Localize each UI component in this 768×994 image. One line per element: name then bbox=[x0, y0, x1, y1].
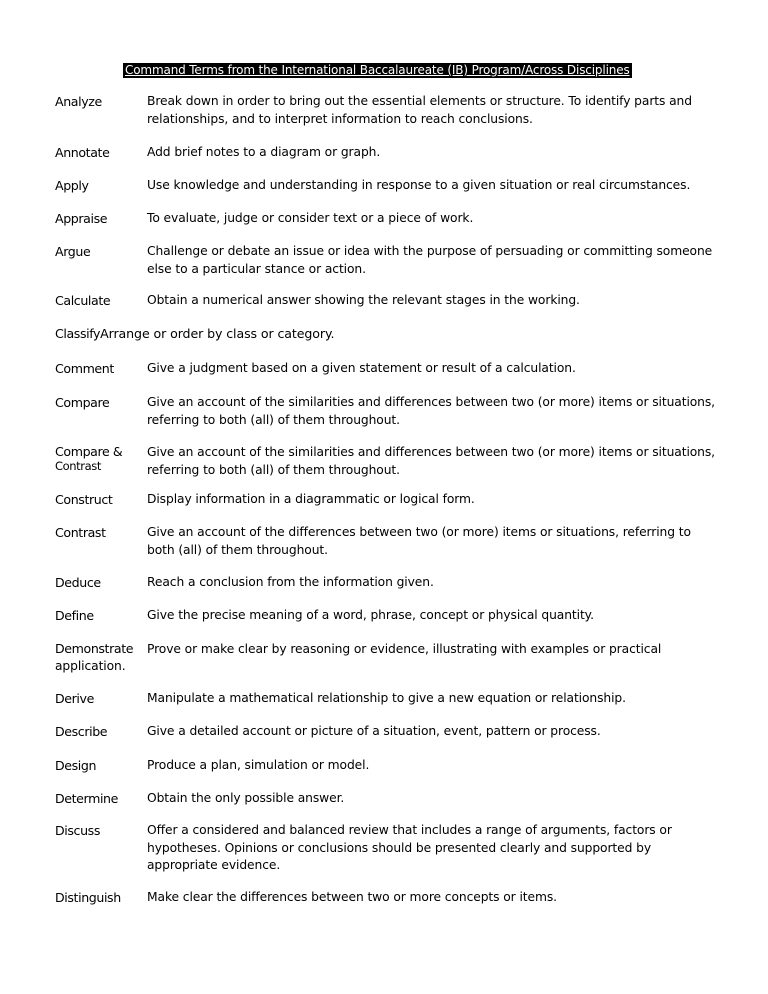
term-argue: Argue bbox=[55, 244, 91, 259]
term-appraise: Appraise bbox=[55, 211, 108, 226]
term-describe: Describe bbox=[55, 724, 108, 739]
definition-deduce: Reach a conclusion from the information given. bbox=[147, 575, 434, 589]
term-classify: Classify bbox=[55, 326, 101, 341]
term-deduce: Deduce bbox=[55, 575, 101, 590]
definition-determine: Obtain the only possible answer. bbox=[147, 791, 345, 805]
term-construct: Construct bbox=[55, 492, 113, 507]
term-analyze: Analyze bbox=[55, 94, 102, 109]
term-compare-contrast bbox=[55, 445, 122, 473]
definition-construct: Display information in a diagrammatic or logical form. bbox=[147, 492, 475, 506]
term-discuss: Discuss bbox=[55, 823, 100, 838]
definition-argue: Challenge or debate an issue or idea with the purpose of persuading or committing someone else to a particular stance or action. bbox=[147, 244, 713, 276]
term-annotate: Annotate bbox=[55, 145, 110, 160]
term-calculate: Calculate bbox=[55, 293, 111, 308]
term-compare-contrast-line2: Contrast bbox=[55, 459, 101, 473]
definition-demonstrate-continued: application. bbox=[55, 659, 126, 673]
term-design: Design bbox=[55, 758, 97, 773]
term-determine: Determine bbox=[55, 791, 118, 806]
definition-calculate: Obtain a numerical answer showing the relevant stages in the working. bbox=[147, 293, 580, 307]
term-demonstrate: Demonstrate bbox=[55, 641, 134, 656]
definition-annotate: Add brief notes to a diagram or graph. bbox=[147, 145, 381, 159]
definition-discuss: Offer a considered and balanced review that includes a range of arguments, factors or hypotheses. Opinions or conclusions should be presented clearly and supported by appropriate evidence. bbox=[147, 823, 672, 872]
page-title: Command Terms from the International Baccalaureate (IB) Program/Across Disciplines bbox=[125, 63, 630, 77]
definition-derive: Manipulate a mathematical relationship to give a new equation or relationship. bbox=[147, 691, 626, 705]
term-define: Define bbox=[55, 608, 94, 623]
term-compare-contrast-line1: Compare & bbox=[55, 444, 123, 459]
term-derive: Derive bbox=[55, 691, 94, 706]
definition-compare: Give an account of the similarities and differences between two (or more) items or situations, referring to both (all) of them throughout. bbox=[147, 395, 715, 427]
term-contrast: Contrast bbox=[55, 525, 106, 540]
definition-define: Give the precise meaning of a word, phrase, concept or physical quantity. bbox=[147, 608, 594, 622]
definition-contrast: Give an account of the differences between two (or more) items or situations, referring to both (all) of them throughout. bbox=[147, 525, 691, 557]
classify-row bbox=[55, 325, 334, 343]
definition-demonstrate: Prove or make clear by reasoning or evidence, illustrating with examples or practical bbox=[147, 642, 662, 656]
definition-classify: Arrange or order by class or category. bbox=[100, 326, 335, 341]
term-distinguish: Distinguish bbox=[55, 890, 121, 905]
definition-comment: Give a judgment based on a given statement or result of a calculation. bbox=[147, 361, 576, 375]
definition-design: Produce a plan, simulation or model. bbox=[147, 758, 370, 772]
term-apply: Apply bbox=[55, 178, 89, 193]
term-comment: Comment bbox=[55, 361, 114, 376]
definition-analyze: Break down in order to bring out the essential elements or structure. To identify parts and relationships, and to interpret information to reach conclusions. bbox=[147, 94, 692, 126]
definition-apply: Use knowledge and understanding in response to a given situation or real circumstances. bbox=[147, 178, 691, 192]
definition-describe: Give a detailed account or picture of a situation, event, pattern or process. bbox=[147, 724, 601, 738]
definition-appraise: To evaluate, judge or consider text or a piece of work. bbox=[147, 211, 474, 225]
definition-distinguish: Make clear the differences between two or more concepts or items. bbox=[147, 890, 557, 904]
term-compare: Compare bbox=[55, 395, 110, 410]
definition-compare-contrast: Give an account of the similarities and differences between two (or more) items or situations, referring to both (all) of them throughout. bbox=[147, 445, 715, 477]
